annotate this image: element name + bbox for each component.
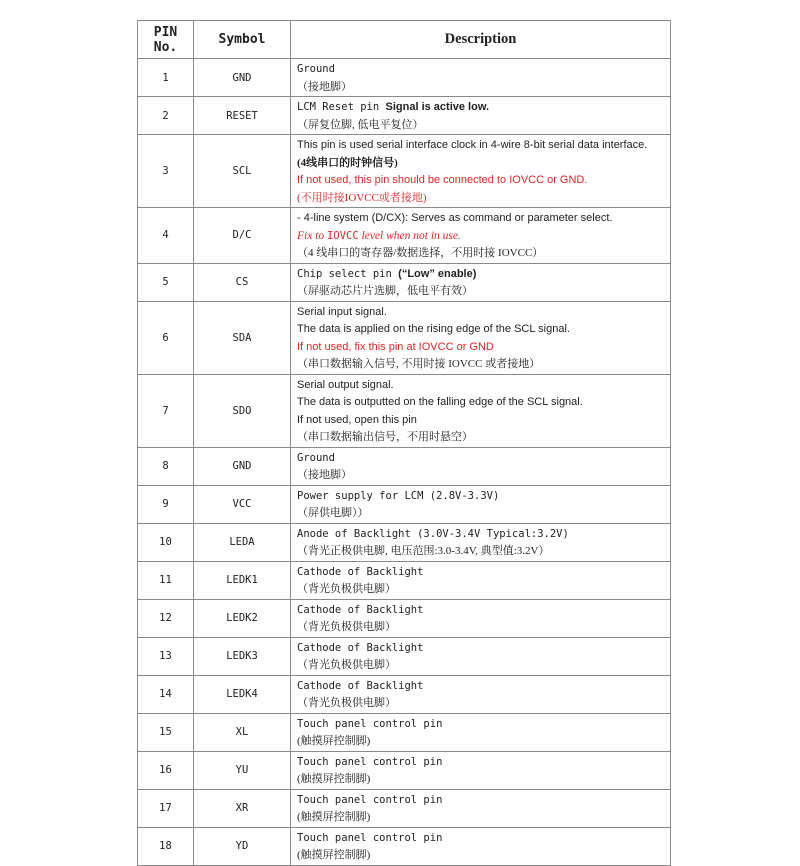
table-body <box>138 59 671 866</box>
description-cell <box>291 561 671 599</box>
table-row <box>138 135 671 208</box>
symbol-cell: D/C <box>194 208 291 264</box>
description-line <box>297 376 664 394</box>
description-line <box>297 694 664 712</box>
description-line <box>297 829 664 847</box>
description-line <box>297 393 664 411</box>
description-line <box>297 542 664 560</box>
symbol-cell: SCL <box>194 135 291 208</box>
pin-number-cell: 15 <box>138 713 194 751</box>
pin-number-cell: 3 <box>138 135 194 208</box>
header-row <box>138 21 671 59</box>
symbol-cell: XR <box>194 789 291 827</box>
description-text-segment: This pin is used serial interface clock in 4-wire 8-bit serial data interface. <box>297 139 648 151</box>
description-line <box>297 656 664 674</box>
description-line <box>297 449 664 467</box>
description-line <box>297 715 664 733</box>
table-header <box>138 21 671 59</box>
pin-number-cell: 11 <box>138 561 194 599</box>
description-text-segment: （背光负极供电脚） <box>297 659 396 671</box>
description-line <box>297 98 664 116</box>
description-text-segment: (触摸屏控制脚) <box>297 773 371 785</box>
pin-number-cell: 9 <box>138 485 194 523</box>
description-text-segment: Touch panel control pin <box>297 717 443 730</box>
description-text-segment: （4 线串口的寄存器/数据选择，不用时接 IOVCC） <box>297 247 544 259</box>
description-cell <box>291 97 671 135</box>
description-text-segment: Chip select pin <box>297 267 399 280</box>
description-text-segment: （接地脚） <box>297 80 352 93</box>
description-text-segment: If not used, this pin should be connected to IOVCC or GND. <box>297 174 588 186</box>
description-line <box>297 265 664 283</box>
description-cell <box>291 713 671 751</box>
description-text-segment: If not used, fix this pin at IOVCC or GND <box>297 340 494 353</box>
description-line <box>297 355 664 373</box>
description-text-segment: Signal is active low. <box>385 101 490 113</box>
description-cell <box>291 59 671 97</box>
description-text-segment: Anode of Backlight (3.0V-3.4V Typical:3.2V) <box>297 527 569 540</box>
description-line <box>297 154 664 172</box>
description-text-segment: Serial output signal. <box>297 378 394 391</box>
table-row <box>138 523 671 561</box>
description-cell <box>291 447 671 485</box>
pin-number-cell: 16 <box>138 751 194 789</box>
description-text-segment: Cathode of Backlight <box>297 565 424 578</box>
description-text-segment: （背光正极供电脚, 电压范围:3.0-3.4V, 典型值:3.2V） <box>297 545 550 557</box>
table-row <box>138 208 671 264</box>
description-line <box>297 209 664 227</box>
symbol-cell: CS <box>194 263 291 301</box>
description-line <box>297 504 664 522</box>
description-line <box>297 808 664 826</box>
description-text-segment: Ground <box>297 451 335 464</box>
description-line <box>297 580 664 598</box>
description-text-segment: （接地脚） <box>297 469 352 481</box>
table-row <box>138 751 671 789</box>
description-line <box>297 338 664 356</box>
description-line <box>297 563 664 581</box>
description-text-segment: The data is applied on the rising edge of the SCL signal. <box>297 323 570 335</box>
description-line <box>297 282 664 300</box>
description-line <box>297 303 664 321</box>
table-row <box>138 599 671 637</box>
table-row <box>138 97 671 135</box>
description-line <box>297 171 664 189</box>
description-text-segment: Touch panel control pin <box>297 755 443 768</box>
symbol-cell: LEDK1 <box>194 561 291 599</box>
symbol-cell: YU <box>194 751 291 789</box>
description-text-segment: If not used, open this pin <box>297 413 417 426</box>
pin-description-table <box>137 20 671 866</box>
table-row <box>138 59 671 97</box>
description-cell <box>291 374 671 447</box>
description-text-segment: Touch panel control pin <box>297 793 443 806</box>
description-text-segment: Cathode of Backlight <box>297 679 424 692</box>
col-header-description: Description <box>291 21 671 59</box>
pin-number-cell: 17 <box>138 789 194 827</box>
description-text-segment: LCM Reset pin <box>297 101 386 113</box>
symbol-cell: LEDK2 <box>194 599 291 637</box>
description-text-segment: (“Low” enable) <box>398 267 477 280</box>
symbol-cell: SDO <box>194 374 291 447</box>
description-line <box>297 487 664 505</box>
table-row <box>138 713 671 751</box>
description-text-segment: (触摸屏控制脚) <box>297 811 371 823</box>
description-line <box>297 189 664 207</box>
description-text-segment: Cathode of Backlight <box>297 603 424 616</box>
pin-number-cell: 1 <box>138 59 194 97</box>
description-text-segment: (不用时接IOVCC或者接地) <box>297 191 427 204</box>
pin-number-cell: 7 <box>138 374 194 447</box>
description-cell <box>291 485 671 523</box>
description-line <box>297 116 664 134</box>
description-line <box>297 791 664 809</box>
symbol-cell: GND <box>194 447 291 485</box>
table-row <box>138 637 671 675</box>
table-row <box>138 301 671 374</box>
description-cell <box>291 789 671 827</box>
description-text-segment: （屏驱动芯片片选脚，低电平有效） <box>297 285 473 297</box>
table-row <box>138 561 671 599</box>
symbol-cell: SDA <box>194 301 291 374</box>
description-line <box>297 136 664 154</box>
table-row <box>138 485 671 523</box>
description-text-segment: Touch panel control pin <box>297 831 443 844</box>
description-line <box>297 244 664 262</box>
description-line <box>297 428 664 446</box>
description-text-segment: Serial input signal. <box>297 305 387 318</box>
description-cell <box>291 599 671 637</box>
table-row <box>138 827 671 865</box>
description-text-segment: Cathode of Backlight <box>297 641 424 654</box>
symbol-cell: LEDK3 <box>194 637 291 675</box>
description-text-segment: （串口数据输出信号，不用时悬空） <box>297 431 473 443</box>
symbol-cell: GND <box>194 59 291 97</box>
description-cell <box>291 675 671 713</box>
description-line <box>297 466 664 484</box>
pin-number-cell: 2 <box>138 97 194 135</box>
description-text-segment: Fix to <box>297 229 328 242</box>
description-cell <box>291 263 671 301</box>
pin-number-cell: 12 <box>138 599 194 637</box>
description-text-segment: （屏供电脚）） <box>297 507 369 519</box>
symbol-cell: LEDA <box>194 523 291 561</box>
description-text-segment: level when not in use. <box>358 229 461 242</box>
table-row <box>138 789 671 827</box>
col-header-symbol: Symbol <box>194 21 291 59</box>
description-text-segment: （串口数据输入信号, 不用时接 IOVCC 或者接地） <box>297 358 541 370</box>
symbol-cell: VCC <box>194 485 291 523</box>
description-line <box>297 618 664 636</box>
description-text-segment: (触摸屏控制脚) <box>297 849 371 861</box>
description-line <box>297 78 664 96</box>
description-text-segment: (4线串口的时钟信号) <box>297 156 398 169</box>
table-row <box>138 675 671 713</box>
pin-number-cell: 6 <box>138 301 194 374</box>
pin-number-cell: 8 <box>138 447 194 485</box>
description-text-segment: （背光负极供电脚） <box>297 621 396 633</box>
description-line <box>297 227 664 245</box>
description-text-segment: The data is outputted on the falling edge of the SCL signal. <box>297 396 583 408</box>
symbol-cell: LEDK4 <box>194 675 291 713</box>
description-cell <box>291 208 671 264</box>
description-line <box>297 411 664 429</box>
symbol-cell: XL <box>194 713 291 751</box>
description-line <box>297 732 664 750</box>
description-cell <box>291 523 671 561</box>
description-cell <box>291 827 671 865</box>
description-text-segment: （背光负极供电脚） <box>297 583 396 595</box>
symbol-cell: YD <box>194 827 291 865</box>
pin-number-cell: 13 <box>138 637 194 675</box>
col-header-pin-no: PIN No. <box>138 21 194 59</box>
description-text-segment: Ground <box>297 63 335 75</box>
pin-number-cell: 14 <box>138 675 194 713</box>
description-line <box>297 770 664 788</box>
symbol-cell: RESET <box>194 97 291 135</box>
description-line <box>297 525 664 543</box>
description-text-segment: Power supply for LCM (2.8V-3.3V) <box>297 489 500 502</box>
table-row <box>138 263 671 301</box>
description-line <box>297 601 664 619</box>
table-row <box>138 374 671 447</box>
description-text-segment: IOVCC <box>327 229 359 242</box>
pin-number-cell: 10 <box>138 523 194 561</box>
description-cell <box>291 637 671 675</box>
description-line <box>297 846 664 864</box>
description-line <box>297 639 664 657</box>
description-line <box>297 60 664 78</box>
description-cell <box>291 135 671 208</box>
description-cell <box>291 301 671 374</box>
description-cell <box>291 751 671 789</box>
pin-number-cell: 18 <box>138 827 194 865</box>
description-line <box>297 677 664 695</box>
description-text-segment: （背光负极供电脚） <box>297 697 396 709</box>
description-text-segment: （屏复位脚, 低电平复位） <box>297 118 424 131</box>
pin-number-cell: 5 <box>138 263 194 301</box>
description-line <box>297 320 664 338</box>
pin-number-cell: 4 <box>138 208 194 264</box>
description-text-segment: - 4-line system (D/CX): Serves as command or parameter select. <box>297 212 613 224</box>
table-row <box>138 447 671 485</box>
description-line <box>297 753 664 771</box>
description-text-segment: (触摸屏控制脚) <box>297 735 371 747</box>
